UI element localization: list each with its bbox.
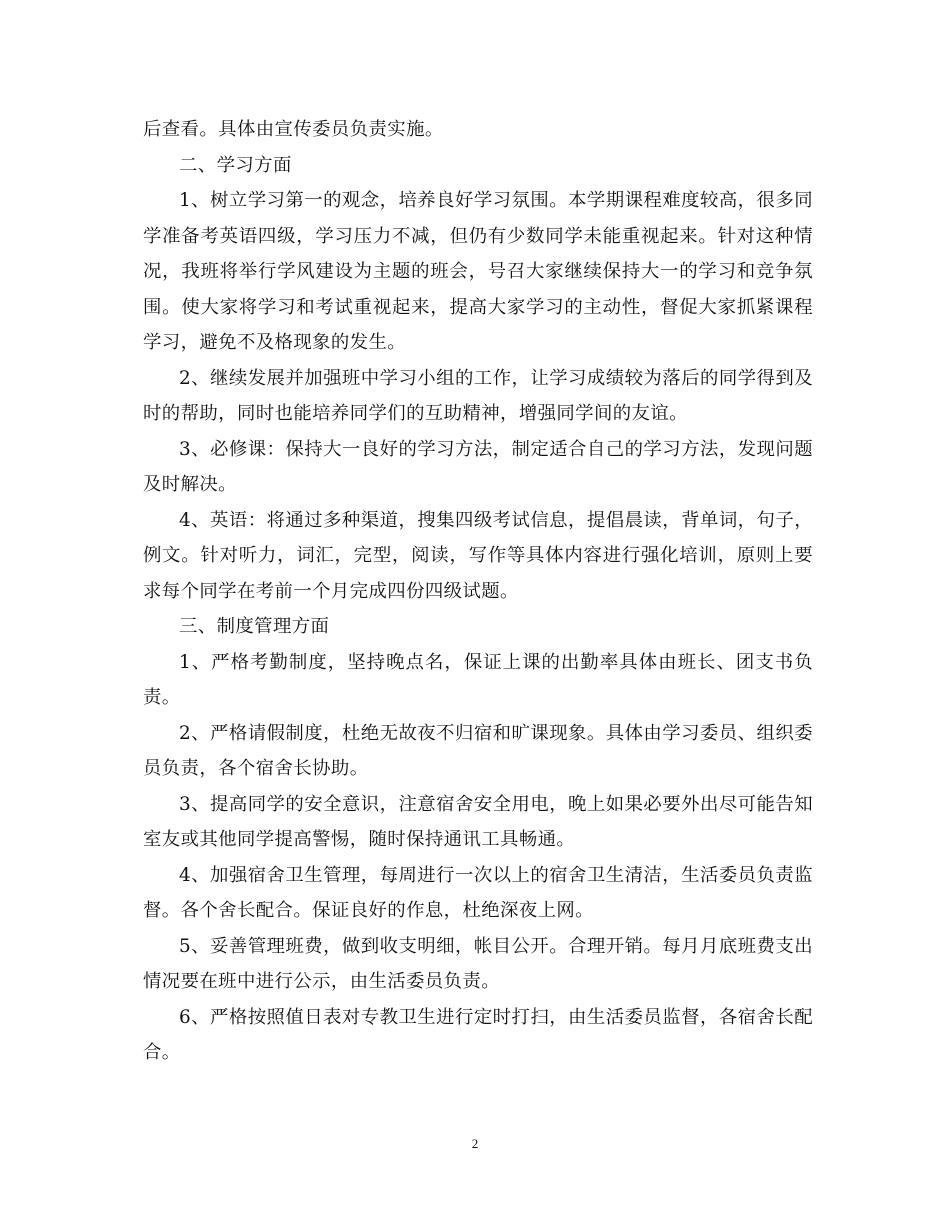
paragraph-study-2: 2、继续发展并加强班中学习小组的工作，让学习成绩较为落后的同学得到及时的帮助，同时也能培养同学们的互助精神，增强同学间的友谊。	[143, 367, 813, 424]
paragraph-study-3: 3、必修课：保持大一良好的学习方法，制定适合自己的学习方法，发现问题及时解决。	[143, 438, 813, 495]
paragraph-study-1: 1、树立学习第一的观念，培养良好学习氛围。本学期课程难度较高，很多同学准备考英语四级，学习压力不减，但仍有少数同学未能重视起来。针对这种情况，我班将举行学风建设为主题的班会，号召大家继续保持大一的学习和竞争氛围。使大家将学习和考试重视起来，提高大家学习的主动性，督促大家抓紧课程学习，避免不及格现象的发生。	[143, 190, 813, 353]
paragraph-management-1: 1、严格考勤制度，坚持晚点名，保证上课的出勤率具体由班长、团支书负责。	[143, 651, 813, 708]
paragraph-management-6: 6、严格按照值日表对专教卫生进行定时打扫，由生活委员监督，各宿舍长配合。	[143, 1006, 813, 1063]
paragraph-management-5: 5、妥善管理班费，做到收支明细，帐目公开。合理开销。每月月底班费支出情况要在班中进行公示，由生活委员负责。	[143, 935, 813, 992]
paragraph-management-4: 4、加强宿舍卫生管理，每周进行一次以上的宿舍卫生清洁，生活委员负责监督。各个舍长配合。保证良好的作息，杜绝深夜上网。	[143, 864, 813, 921]
page-number: 2	[471, 1136, 479, 1151]
paragraph-management-2: 2、严格请假制度，杜绝无故夜不归宿和旷课现象。具体由学习委员、组织委员负责，各个宿舍长协助。	[143, 722, 813, 779]
section-heading-study: 二、学习方面	[179, 154, 292, 176]
paragraph-study-4: 4、英语：将通过多种渠道，搜集四级考试信息，提倡晨读，背单词，句子，例文。针对听力，词汇，完型，阅读，写作等具体内容进行强化培训，原则上要求每个同学在考前一个月完成四份四级试题。	[143, 509, 813, 602]
document-body	[143, 112, 813, 1071]
paragraph-management-3: 3、提高同学的安全意识，注意宿舍安全用电，晚上如果必要外出尽可能告知室友或其他同学提高警惕，随时保持通讯工具畅通。	[143, 793, 813, 850]
paragraph-continuation: 后查看。具体由宣传委员负责实施。	[143, 119, 444, 140]
section-heading-management: 三、制度管理方面	[179, 616, 330, 637]
